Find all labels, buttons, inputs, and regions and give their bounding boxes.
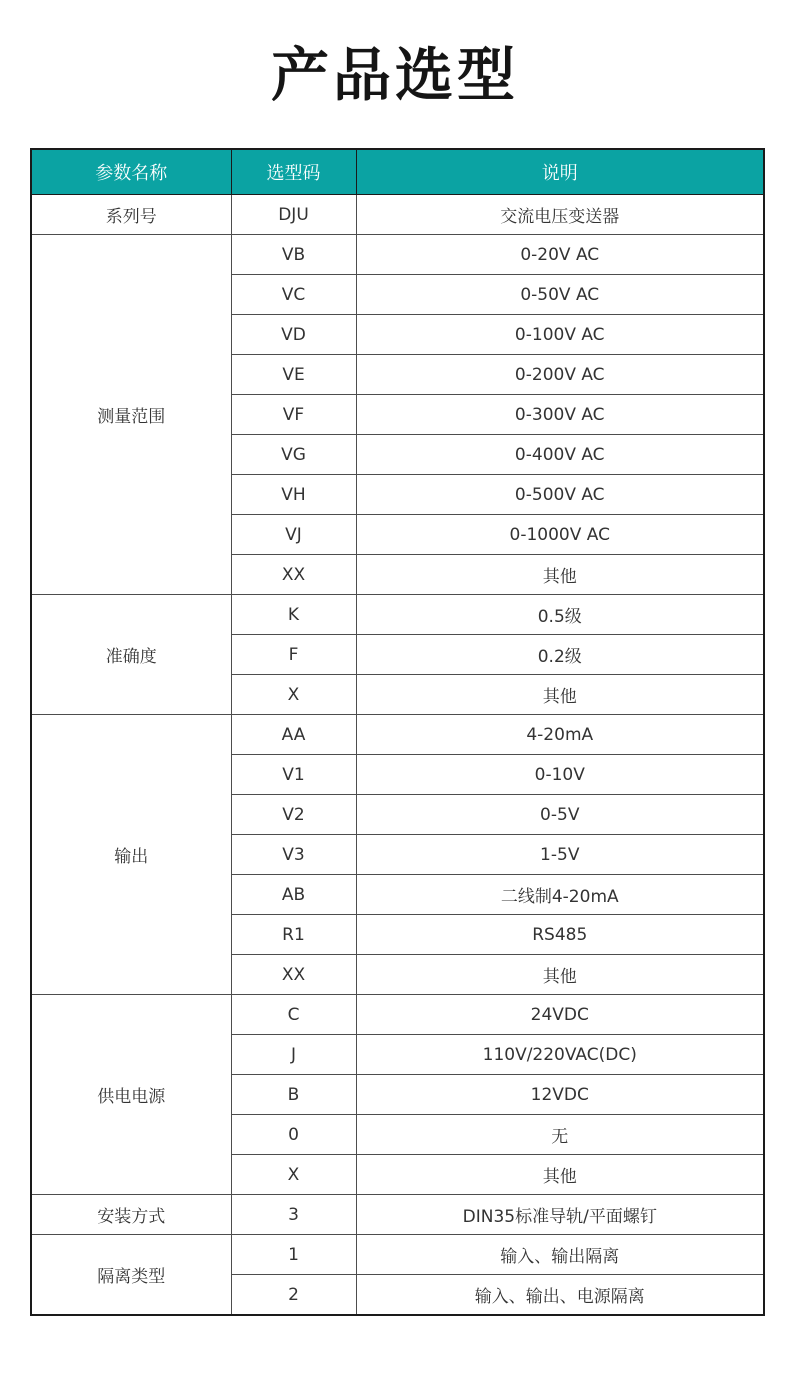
description-cell: 输入、输出隔离 bbox=[356, 1235, 764, 1275]
param-name-cell: 系列号 bbox=[31, 195, 231, 235]
description-cell: 0-10V bbox=[356, 755, 764, 795]
description-cell: RS485 bbox=[356, 915, 764, 955]
table-header-row bbox=[31, 149, 764, 195]
table-row bbox=[31, 235, 764, 275]
description-cell: 1-5V bbox=[356, 835, 764, 875]
description-cell: 其他 bbox=[356, 555, 764, 595]
table-row bbox=[31, 595, 764, 635]
selection-code-cell: DJU bbox=[231, 195, 356, 235]
selection-code-cell: X bbox=[231, 675, 356, 715]
selection-table-body bbox=[31, 195, 764, 1316]
description-cell: 0-20V AC bbox=[356, 235, 764, 275]
header-cell-selection-code: 选型码 bbox=[231, 149, 356, 195]
table-row bbox=[31, 715, 764, 755]
selection-code-cell: V3 bbox=[231, 835, 356, 875]
description-cell: 输入、输出、电源隔离 bbox=[356, 1275, 764, 1316]
selection-code-cell: VD bbox=[231, 315, 356, 355]
description-cell: 交流电压变送器 bbox=[356, 195, 764, 235]
description-cell: 0-100V AC bbox=[356, 315, 764, 355]
selection-code-cell: V1 bbox=[231, 755, 356, 795]
selection-code-cell: B bbox=[231, 1075, 356, 1115]
selection-code-cell: X bbox=[231, 1155, 356, 1195]
selection-code-cell: 2 bbox=[231, 1275, 356, 1316]
selection-code-cell: 0 bbox=[231, 1115, 356, 1155]
selection-code-cell: C bbox=[231, 995, 356, 1035]
selection-code-cell: J bbox=[231, 1035, 356, 1075]
table-row bbox=[31, 1195, 764, 1235]
selection-code-cell: VG bbox=[231, 435, 356, 475]
param-name-cell: 测量范围 bbox=[31, 235, 231, 595]
page-title: 产品选型 bbox=[270, 41, 519, 109]
param-name-cell: 隔离类型 bbox=[31, 1235, 231, 1316]
description-cell: 24VDC bbox=[356, 995, 764, 1035]
description-cell: 其他 bbox=[356, 675, 764, 715]
selection-code-cell: 3 bbox=[231, 1195, 356, 1235]
description-cell: 其他 bbox=[356, 955, 764, 995]
table-row bbox=[31, 1235, 764, 1275]
description-cell: 无 bbox=[356, 1115, 764, 1155]
param-name-cell: 输出 bbox=[31, 715, 231, 995]
description-cell: 12VDC bbox=[356, 1075, 764, 1115]
description-cell: 0-1000V AC bbox=[356, 515, 764, 555]
header-cell-parameter-name: 参数名称 bbox=[31, 149, 231, 195]
selection-code-cell: XX bbox=[231, 555, 356, 595]
selection-code-cell: VH bbox=[231, 475, 356, 515]
selection-code-cell: VJ bbox=[231, 515, 356, 555]
selection-code-cell: V2 bbox=[231, 795, 356, 835]
description-cell: 0-500V AC bbox=[356, 475, 764, 515]
selection-code-cell: VB bbox=[231, 235, 356, 275]
description-cell: 110V/220VAC(DC) bbox=[356, 1035, 764, 1075]
description-cell: 4-20mA bbox=[356, 715, 764, 755]
selection-code-cell: K bbox=[231, 595, 356, 635]
selection-code-cell: F bbox=[231, 635, 356, 675]
description-cell: DIN35标准导轨/平面螺钉 bbox=[356, 1195, 764, 1235]
description-cell: 二线制4-20mA bbox=[356, 875, 764, 915]
selection-code-cell: VC bbox=[231, 275, 356, 315]
table-row bbox=[31, 195, 764, 235]
header-cell-description: 说明 bbox=[356, 149, 764, 195]
description-cell: 0.5级 bbox=[356, 595, 764, 635]
selection-code-cell: VE bbox=[231, 355, 356, 395]
selection-code-cell: XX bbox=[231, 955, 356, 995]
selection-code-cell: AA bbox=[231, 715, 356, 755]
description-cell: 其他 bbox=[356, 1155, 764, 1195]
selection-code-cell: 1 bbox=[231, 1235, 356, 1275]
param-name-cell: 安装方式 bbox=[31, 1195, 231, 1235]
description-cell: 0-200V AC bbox=[356, 355, 764, 395]
description-cell: 0-50V AC bbox=[356, 275, 764, 315]
table-row bbox=[31, 995, 764, 1035]
selection-code-cell: VF bbox=[231, 395, 356, 435]
product-selection-table bbox=[30, 148, 765, 1316]
description-cell: 0-300V AC bbox=[356, 395, 764, 435]
description-cell: 0-5V bbox=[356, 795, 764, 835]
description-cell: 0-400V AC bbox=[356, 435, 764, 475]
param-name-cell: 准确度 bbox=[31, 595, 231, 715]
description-cell: 0.2级 bbox=[356, 635, 764, 675]
selection-code-cell: R1 bbox=[231, 915, 356, 955]
selection-code-cell: AB bbox=[231, 875, 356, 915]
param-name-cell: 供电电源 bbox=[31, 995, 231, 1195]
